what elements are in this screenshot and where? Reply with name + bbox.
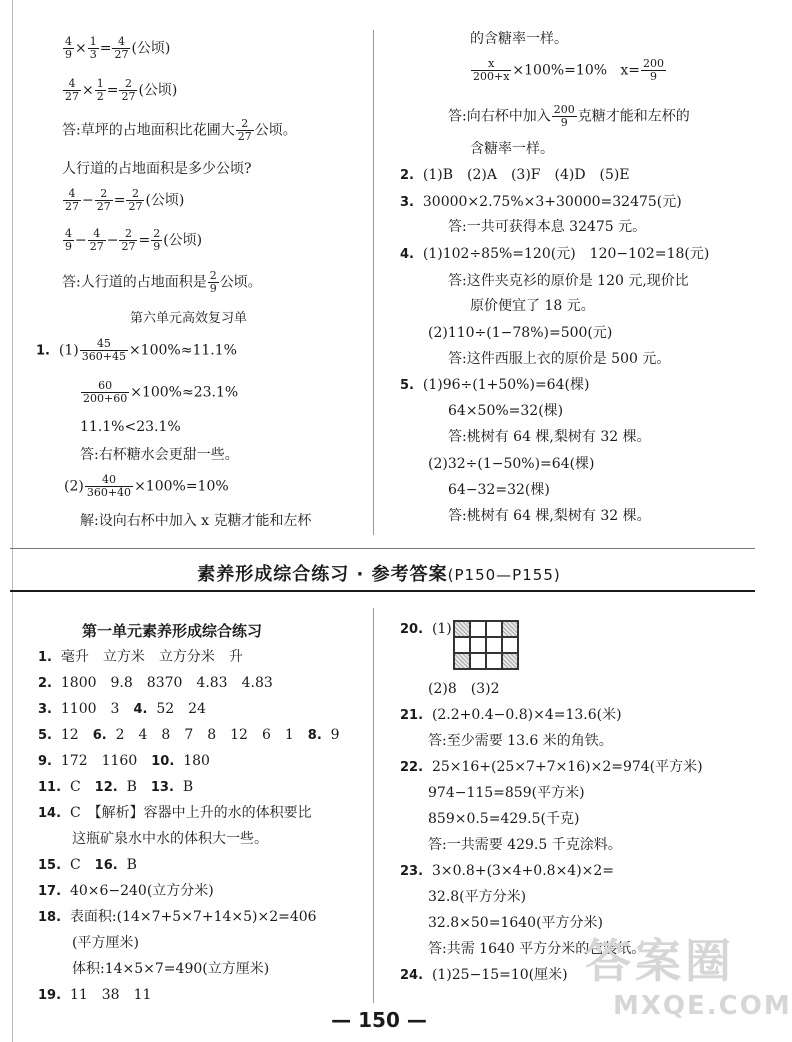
unit1-row: [72, 960, 269, 978]
unit1-row: [38, 778, 193, 797]
right-line-4: 含糖率一样。: [470, 141, 554, 157]
q21-answer: 答:至少需要 13.6 米的角铁。: [428, 733, 613, 749]
q2-line: 2. (1)B (2)A (3)F (4)D (5)E: [400, 167, 630, 183]
q4-answer-a: 答:这件夹克衫的原价是 120 元,现价比: [448, 273, 689, 289]
right-line-1: 的含糖率一样。: [470, 31, 568, 47]
q5-answer-a: 答:桃树有 64 棵,梨树有 32 棵。: [448, 429, 651, 445]
q22-calc-a: 974−115=859(平方米): [428, 785, 585, 801]
question-number: 12.: [94, 780, 118, 795]
left-line-1: $\frac{4}{9}$ × $\frac{1}{3}$ = $\frac{4}{27}$ (公顷): [65, 35, 171, 61]
question-number: 2.: [38, 676, 52, 691]
answer-text: 2 4 8 7 8 12 6 1: [115, 727, 308, 743]
answer-text: 40×6−240(立方分米): [69, 883, 214, 899]
band-bottom-rule: [10, 590, 755, 592]
unit1-row: [38, 856, 137, 875]
left-line-4: 人行道的占地面积是多少公顷?: [62, 161, 252, 177]
answer-text: B: [126, 857, 137, 873]
section-band-title: 素养形成综合练习 · 参考答案(P150—P155): [197, 564, 561, 585]
right-line-3: 答:向右杯中加入 $\frac{200}{9}$ 克糖才能和左杯的: [448, 103, 690, 129]
page-number: — 150 —: [331, 1008, 427, 1032]
q20-grid-figure: [453, 620, 519, 670]
unit1-row: [38, 648, 243, 667]
question-number: 15.: [38, 858, 62, 873]
question-number: 3.: [38, 702, 52, 717]
q5-line: 5. (1)96÷(1+50%)=64(棵): [400, 377, 590, 393]
q23-answer: 答:共需 1640 平方分米的包装纸。: [428, 941, 646, 957]
answer-text: 1100 3: [60, 701, 134, 717]
left-line-7: 答:人行道的占地面积是 $\frac{2}{9}$ 公顷。: [62, 269, 262, 295]
q4-answer-c: 答:这件西服上衣的原价是 500 元。: [448, 351, 671, 367]
q1-line-c: 11.1%<23.1%: [80, 419, 181, 435]
unit1-row: [38, 726, 340, 745]
answer-text: 体积:14×5×7=490(立方厘米): [72, 961, 270, 977]
question-number: 17.: [38, 884, 62, 899]
question-number: 13.: [150, 780, 174, 795]
unit1-row: [38, 882, 214, 901]
question-number: 5.: [38, 728, 52, 743]
answer-text: C: [69, 779, 95, 795]
question-number: 19.: [38, 988, 62, 1003]
unit1-row: [38, 804, 312, 823]
unit1-row: [38, 986, 151, 1005]
q1-line-a: 1. (1) $\frac{45}{360+45}$ ×100%≈11.1%: [36, 337, 237, 363]
column-divider-bottom: [373, 608, 374, 1003]
unit1-title: 第一单元素养形成综合练习: [82, 622, 263, 640]
answer-text: 12: [60, 727, 93, 743]
question-number: 8.: [307, 728, 322, 743]
q23-line: 23. 3×0.8+(3×4+0.8×4)×2=: [400, 863, 615, 879]
question-number: 10.: [151, 754, 175, 769]
q4-line: 4. (1)102÷85%=120(元) 120−102=18(元): [400, 246, 710, 262]
left-line-5: $\frac{4}{27}$ − $\frac{2}{27}$ = $\frac{2}{27}$ (公顷): [65, 187, 185, 213]
answer-text: 180: [183, 753, 210, 769]
question-number: 16.: [94, 858, 118, 873]
right-line-2: $\frac{x}{200+x}$ ×100%=10% x= $\frac{200}{9}$: [473, 57, 665, 83]
q22-calc-b: 859×0.5=429.5(千克): [428, 811, 580, 827]
question-number: 6.: [92, 728, 107, 743]
answer-text: 表面积:(14×7+5×7+14×5)×2=406: [69, 909, 317, 925]
unit1-row: [38, 700, 206, 719]
left-line-2: $\frac{4}{27}$ × $\frac{1}{2}$ = $\frac{2}{27}$ (公顷): [65, 77, 178, 103]
q5-calc-b: 64−32=32(棵): [448, 482, 550, 498]
left-line-6: $\frac{4}{9}$ − $\frac{4}{27}$ − $\frac{2}{27}$ = $\frac{2}{9}$ (公顷): [65, 227, 203, 253]
q22-line: 22. 25×16+(25×7+7×16)×2=974(平方米): [400, 759, 703, 775]
left-margin-rule: [12, 0, 13, 1042]
answer-text: C 【解析】容器中上升的水的体积要比: [69, 805, 312, 821]
unit1-row: [38, 908, 317, 927]
answer-text: 1800 9.8 8370 4.83 4.83: [60, 675, 273, 691]
question-number: 14.: [38, 806, 62, 821]
answer-text: 毫升 立方米 立方分米 升: [60, 649, 243, 665]
q1-line-d: 答:右杯糖水会更甜一些。: [80, 447, 239, 463]
unit1-row: [38, 674, 273, 693]
answer-text: (平方厘米): [72, 935, 139, 951]
q22-answer: 答:一共需要 429.5 千克涂料。: [428, 837, 622, 853]
q4-part2: (2)110÷(1−78%)=500(元): [428, 325, 613, 341]
answer-text: 172 1160: [60, 753, 152, 769]
answer-text: 9: [330, 727, 340, 743]
unit1-row: [38, 752, 210, 771]
answer-text: 11 38 11: [69, 987, 152, 1003]
band-top-rule: [10, 548, 755, 549]
unit1-row: [72, 934, 139, 952]
q1-line-e: (2) $\frac{40}{360+40}$ ×100%=10%: [64, 473, 229, 499]
answer-text: 这瓶矿泉水中水的体积大一些。: [72, 831, 268, 847]
question-number: 4.: [133, 702, 148, 717]
q3-line: 3. 30000×2.75%×3+30000=32475(元): [400, 194, 682, 210]
q23-calc-b: 32.8×50=1640(平方分米): [428, 915, 603, 931]
answer-text: 52 24: [156, 701, 206, 717]
q24-line: 24. (1)25−15=10(厘米): [400, 967, 568, 983]
unit1-row: [72, 830, 268, 848]
answer-text: B: [126, 779, 151, 795]
q1-line-f: 解:设向右杯中加入 x 克糖才能和左杯: [80, 513, 312, 529]
question-number: 1.: [38, 650, 52, 665]
column-divider-top: [373, 30, 374, 535]
q1-line-b: $\frac{60}{200+60}$ ×100%≈23.1%: [83, 379, 239, 405]
question-number: 9.: [38, 754, 52, 769]
unit6-title: 第六单元高效复习单: [130, 311, 248, 326]
q20-part2: (2)8 (3)2: [428, 681, 500, 697]
q5-calc-a: 64×50%=32(棵): [448, 403, 564, 419]
q3-answer: 答:一共可获得本息 32475 元。: [448, 219, 647, 235]
left-line-3: 答:草坪的占地面积比花圃大 $\frac{2}{27}$ 公顷。: [62, 117, 297, 143]
q23-calc-a: 32.8(平方分米): [428, 889, 527, 905]
q20-line: 20. (1): [400, 621, 452, 637]
q5-part2: (2)32÷(1−50%)=64(棵): [428, 456, 595, 472]
q4-answer-b: 原价便宜了 18 元。: [470, 298, 595, 314]
q21-line: 21. (2.2+0.4−0.8)×4=13.6(米): [400, 707, 622, 723]
watermark-logo: 答案圈 MXQE.COM: [585, 934, 792, 1021]
question-number: 11.: [38, 780, 62, 795]
answer-text: C: [69, 857, 95, 873]
q5-answer-b: 答:桃树有 64 棵,梨树有 32 棵。: [448, 508, 651, 524]
question-number: 18.: [38, 910, 62, 925]
answer-text: B: [182, 779, 194, 795]
